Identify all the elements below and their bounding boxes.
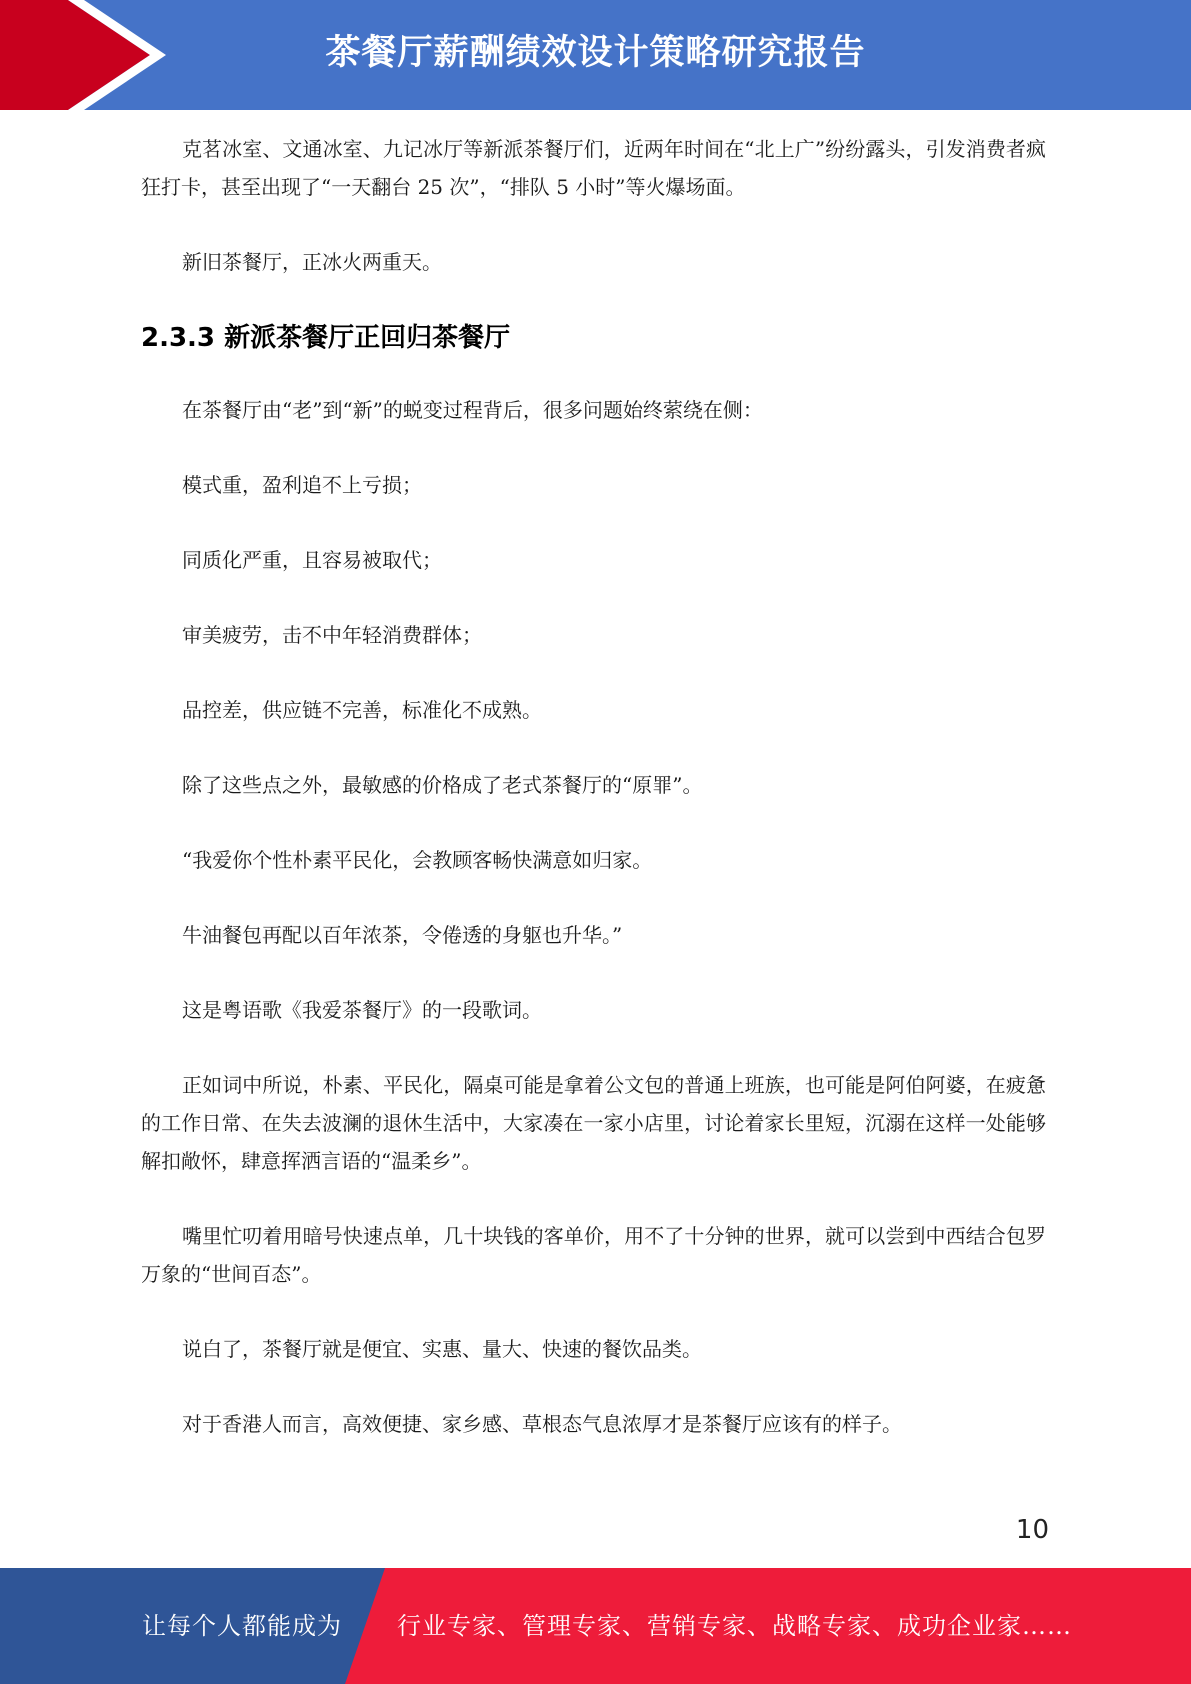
paragraph: 在茶餐厅由“老”到“新”的蜕变过程背后，很多问题始终萦绕在侧：: [182, 398, 763, 422]
paragraph: 审美疲劳，击不中年轻消费群体；: [182, 623, 482, 647]
paragraph: 嘴里忙叨着用暗号快速点单，几十块钱的客单价，用不了十分钟的世界，就可以尝到中西结合包罗万象的“世间百态”。: [141, 1224, 1046, 1286]
paragraph: 正如词中所说，朴素、平民化，隔桌可能是拿着公文包的普通上班族，也可能是阿伯阿婆，在疲惫的工作日常、在失去波澜的退休生活中，大家凑在一家小店里，讨论着家长里短，沉溺在这样一处能够解扣敞怀，肆意挥洒言语的“温柔乡”。: [141, 1073, 1046, 1173]
page-footer: [0, 1568, 1191, 1684]
paragraph: 模式重，盈利追不上亏损；: [182, 473, 422, 497]
lyric-line: 牛油餐包再配以百年浓茶，令倦透的身躯也升华。”: [182, 923, 623, 947]
paragraph: 新旧茶餐厅，正冰火两重天。: [182, 250, 442, 274]
page-header: [0, 0, 1191, 110]
section-heading: 2.3.3 新派茶餐厅正回归茶餐厅: [141, 323, 511, 353]
page-number: 10: [1015, 1515, 1049, 1545]
header-chevron-decoration: [0, 0, 170, 110]
lyric-line: “我爱你个性朴素平民化，会教顾客畅快满意如归家。: [182, 848, 653, 872]
report-title: 茶餐厅薪酬绩效设计策略研究报告: [325, 33, 866, 73]
paragraph: 克茗冰室、文通冰室、九记冰厅等新派茶餐厅们，近两年时间在“北上广”纷纷露头，引发消费者疯狂打卡，甚至出现了“一天翻台 25 次”，“排队 5 小时”等火爆场面。: [141, 137, 1046, 199]
paragraph: 除了这些点之外，最敏感的价格成了老式茶餐厅的“原罪”。: [182, 773, 703, 797]
paragraph: 说白了，茶餐厅就是便宜、实惠、量大、快速的餐饮品类。: [182, 1337, 702, 1361]
footer-slogan-left: 让每个人都能成为: [142, 1612, 342, 1640]
paragraph: 这是粤语歌《我爱茶餐厅》的一段歌词。: [182, 998, 542, 1022]
paragraph: 对于香港人而言，高效便捷、家乡感、草根态气息浓厚才是茶餐厅应该有的样子。: [182, 1412, 902, 1436]
paragraph: 同质化严重，且容易被取代；: [182, 548, 442, 572]
document-body: [141, 130, 1046, 1480]
footer-slogan-right: 行业专家、管理专家、营销专家、战略专家、成功企业家……: [397, 1612, 1072, 1640]
paragraph: 品控差，供应链不完善，标准化不成熟。: [182, 698, 542, 722]
